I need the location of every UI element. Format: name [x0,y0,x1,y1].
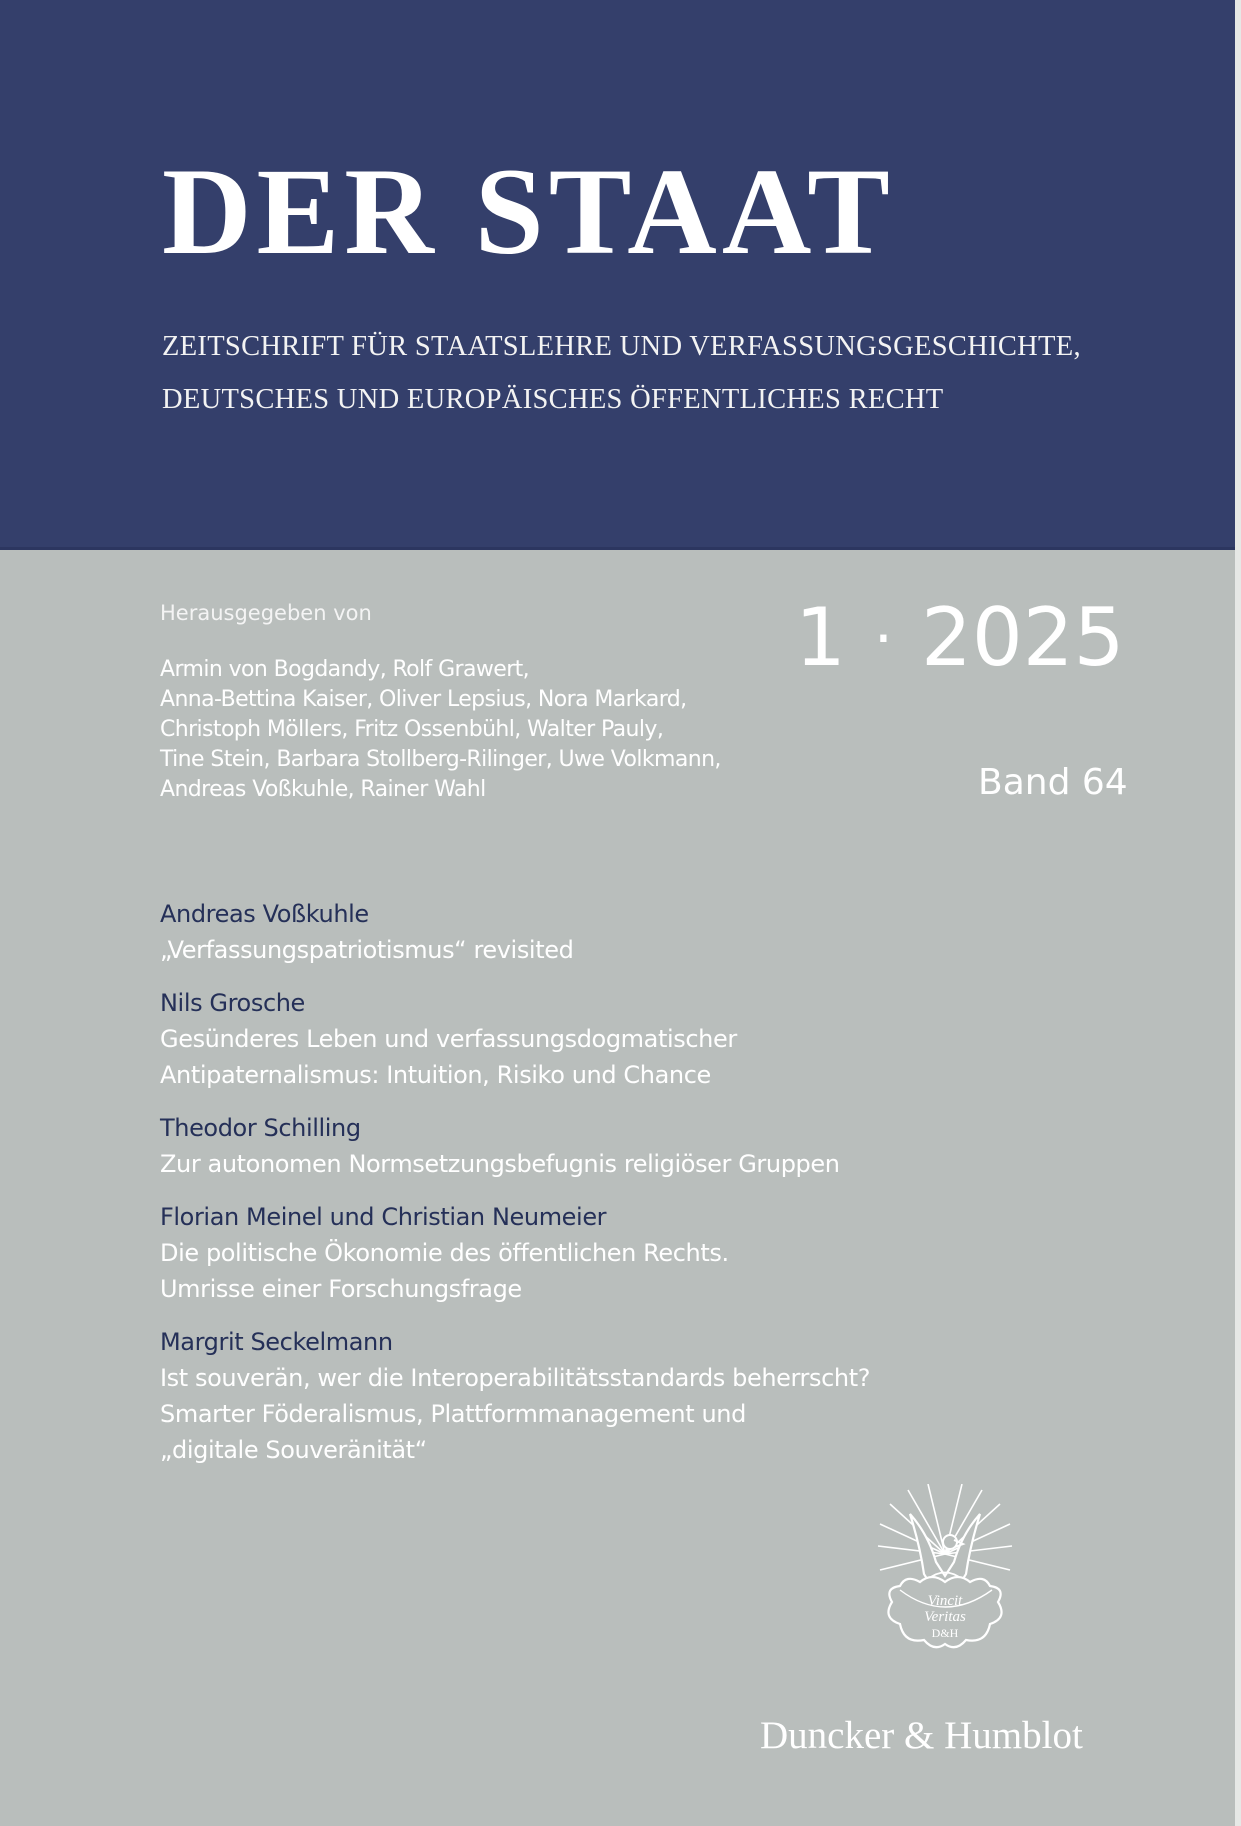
article-title: Antipaternalismus: Intuition, Risiko und Chance [160,1061,711,1089]
article-title: Umrisse einer Forschungsfrage [160,1275,522,1303]
article-author: Florian Meinel und Christian Neumeier [160,1203,607,1231]
article-entry [160,985,1160,1093]
issue-num: 1 [795,591,846,684]
logo-motto-2: Veritas [924,1609,966,1625]
issue-year: 2025 [920,591,1125,684]
article-entry [160,1199,1160,1307]
article-title: Ist souverän, wer die Interoperabilitätsstandards beherrscht? [160,1364,871,1392]
article-author: Theodor Schilling [160,1114,361,1142]
article-title: „Verfassungspatriotismus“ revisited [160,936,574,964]
logo-motto-3: D&H [931,1626,959,1640]
journal-subtitle-line-1: ZEITSCHRIFT FÜR STAATSLEHRE UND VERFASSUNGSGESCHICHTE, [162,331,1081,362]
table-of-contents [160,896,1160,1485]
publisher-eagle-logo-icon [870,1484,1020,1654]
editors-list [160,655,721,805]
editors-label: Herausgegeben von [160,601,372,625]
logo-motto-1: Vincit [927,1593,963,1609]
journal-subtitle-line-2: DEUTSCHES UND EUROPÄISCHES ÖFFENTLICHES RECHT [162,384,944,415]
article-title: Die politische Ökonomie des öffentlichen Rechts. [160,1239,729,1267]
article-title: „digitale Souveränität“ [160,1436,427,1464]
article-author: Andreas Voßkuhle [160,900,369,928]
volume-label: Band 64 [978,762,1128,803]
article-title: Gesünderes Leben und verfassungsdogmatischer [160,1025,737,1053]
article-entry [160,1110,1160,1182]
editor-line: Armin von Bogdandy, Rolf Grawert, [160,657,530,682]
journal-title: DER STAAT [162,143,895,280]
article-title: Smarter Föderalismus, Plattformmanagement und [160,1400,746,1428]
article-entry [160,896,1160,968]
title-band [0,0,1241,550]
article-title: Zur autonomen Normsetzungsbefugnis religiöser Gruppen [160,1150,840,1178]
issue-number [795,591,1125,684]
editor-line: Anna-Bettina Kaiser, Oliver Lepsius, Nora Markard, [160,687,687,712]
page-edge [1235,0,1241,1826]
article-entry [160,1324,1160,1468]
editor-line: Tine Stein, Barbara Stollberg-Rilinger, Uwe Volkmann, [160,747,721,772]
issue-separator: · [873,604,893,674]
editor-line: Andreas Voßkuhle, Rainer Wahl [160,777,486,802]
publisher-name: Duncker & Humblot [760,1714,1083,1757]
article-author: Margrit Seckelmann [160,1328,393,1356]
article-author: Nils Grosche [160,989,305,1017]
editor-line: Christoph Möllers, Fritz Ossenbühl, Walter Pauly, [160,717,664,742]
